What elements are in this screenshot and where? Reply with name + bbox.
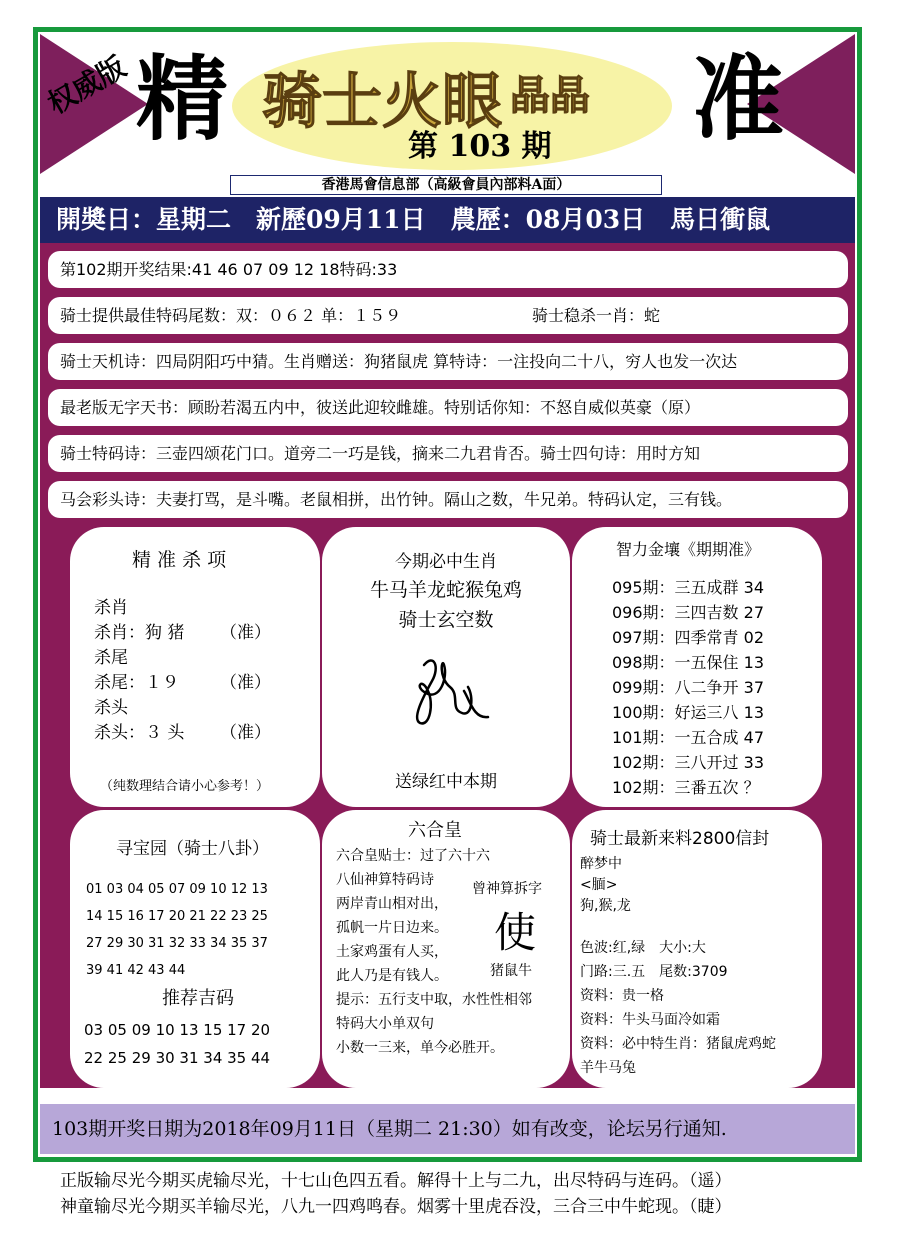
wisdom-row: 096期：三四吉数 27 [612,603,764,622]
liuhe-line: 小数一三来，单今必胜开。 [336,1040,504,1056]
kill-title: 精 准 杀 项 [132,549,227,571]
number-line: 14 15 16 17 20 21 22 23 25 [86,909,268,924]
draw-date-bar: 開奬日：星期二 新歷09月11日 農歷：08月03日 馬日衝鼠 [40,197,855,243]
letters-line: 羊牛马兔 [580,1060,636,1076]
letters-line: 醉梦中 [580,856,622,872]
split-char: 使 [494,908,537,957]
number-line: 01 03 04 05 07 09 10 12 13 [86,882,268,897]
letters-title: 骑士最新来料2800信封 [590,829,770,849]
wisdom-row: 099期：八二争开 37 [612,678,764,697]
liuhe-line: 八仙神算特码诗 [336,872,434,888]
poem-text-2: 最老版无字天书：顾盼若渴五内中，彼送此迎较雌雄。特别话你知：不怒自威似英豪（原） [60,398,701,417]
letters-line: 资料：贵一格 [580,988,664,1004]
letters-line [580,917,776,938]
tail-row [48,297,848,334]
kill-note: （纯数理结合请小心参考！） [100,779,270,794]
liuhe-line: 提示：五行支中取，水性性相邻 [336,992,532,1008]
kill-tag: （准） [220,623,271,643]
letters-box [572,810,822,1088]
result-row [48,251,848,288]
poem-row-2 [48,389,848,426]
precise-kill-box [70,527,320,807]
treasure-title: 寻宝园（骑士八卦） [116,839,269,859]
authority-badge: 权威版 [42,50,132,121]
zodiac-box [322,527,570,807]
recommend-title: 推荐吉码 [162,988,234,1009]
kill-line: 杀尾：１９ [94,673,179,693]
poem-text-1: 骑士天机诗：四局阴阳巧中猜。生肖赠送：狗猪鼠虎 算特诗：一注投向二十八，穷人也发一次达 [60,352,738,371]
poem-row-4 [48,481,848,518]
header [40,34,855,174]
kill-tag: （准） [220,723,271,743]
wisdom-box [572,527,822,807]
treasure-numbers [86,876,268,984]
wisdom-row: 095期：三五成群 34 [612,578,764,597]
wisdom-row: 102期：三番五次 ？ [612,778,760,797]
tail-text: 骑士提供最佳特码尾数：双：０６２ 单：１５９ [60,306,402,325]
big-char-right: 准 [692,46,785,153]
subtitle-bar: 香港馬會信息部（高級會員內部料A面） [230,175,662,195]
treasure-box [70,810,320,1088]
poem-text-3: 骑士特码诗：三壶四颂花门口。道旁二一巧是钱，摘来二九君肯否。骑士四句诗：用时方知 [60,444,701,463]
liuhe-line: 特码大小单双句 [336,1016,434,1032]
split-char-label: 曾神算拆字 [472,881,542,897]
notice-bar: 103期开奖日期为2018年09月11日（星期二 21:30）如有改变，论坛另行通知. [40,1104,855,1154]
letters-line: 门路:三.五 尾数:3709 [580,964,728,980]
footer-poem-1: 正版输尽光今期买虎输尽光，十七山色四五看。解得十上与二九，出尽特码与连码。（遥） [60,1171,732,1191]
letters-lines [580,854,776,1079]
letters-line: 色波:红,绿 大小:大 [580,940,706,956]
poem-row-1 [48,343,848,380]
wisdom-title: 智力金壤《期期准》 [616,540,761,559]
poem-row-3 [48,435,848,472]
mystic-number-label: 骑士玄空数 [398,609,494,631]
letters-line: 资料：必中特生肖：猪鼠虎鸡蛇 [580,1036,776,1052]
kill-line: 杀肖 [94,598,128,618]
kill-line: 杀肖：狗 猪 [94,623,185,643]
liuhe-line: 两岸青山相对出， [336,896,448,912]
kill-line: 杀头 [94,698,128,718]
kill-one-text: 骑士稳杀一肖：蛇 [532,306,661,325]
issue-number: 第 103 期 [408,129,552,164]
zodiac-footer: 送绿红中本期 [395,772,497,792]
number-line: 22 25 29 30 31 34 35 44 [84,1049,271,1067]
liuhe-line: 土家鸡蛋有人买， [336,944,448,960]
split-char-note: 猪鼠牛 [490,963,532,979]
wisdom-row: 098期：一五保住 13 [612,653,764,672]
wisdom-row: 101期：一五合成 47 [612,728,764,747]
kill-line: 杀尾 [94,648,128,668]
zodiac-list: 牛马羊龙蛇猴兔鸡 [369,579,522,601]
wisdom-row: 102期：三八开过 33 [612,753,764,772]
poem-text-4: 马会彩头诗：夫妻打骂，是斗嘴。老鼠相拼，出竹钟。隔山之数，牛兄弟。特码认定，三有钱。 [60,490,733,509]
liuhe-title: 六合皇 [408,820,462,841]
page-title: 骑士火眼 [262,67,502,137]
liuhe-line: 六合皇贴士：过了六十六 [336,848,490,864]
liuhe-line: 孤帆一片日边来。 [336,920,448,936]
signature-scribble [404,647,500,731]
kill-line: 杀头：３ 头 [94,723,185,743]
footer-poem-2: 神童输尽光今期买羊输尽光，八九一四鸡鸣春。烟雾十里虎吞没，三合三中牛蛇现。（睫） [60,1197,732,1217]
big-char-left: 精 [136,46,229,153]
result-text: 第102期开奖结果:41 46 07 09 12 18特码:33 [60,260,398,279]
liuhe-line: 此人乃是有钱人。 [336,968,448,984]
recommend-numbers [84,1016,270,1072]
number-line: 03 05 09 10 13 15 17 20 [84,1021,271,1039]
liuhe-box [322,810,570,1088]
number-line: 39 41 42 43 44 [86,963,186,978]
letters-line: <腼> [580,877,618,893]
page-title-suffix: 晶晶 [510,73,590,119]
wisdom-row: 097期：四季常青 02 [612,628,764,647]
letters-line: 资料：牛头马面冷如霜 [580,1012,720,1028]
wisdom-row: 100期：好运三八 13 [612,703,764,722]
zodiac-heading: 今期必中生肖 [395,552,497,572]
kill-tag: （准） [220,673,271,693]
letters-line: 狗,猴,龙 [580,898,631,914]
number-line: 27 29 30 31 32 33 34 35 37 [86,936,268,951]
wisdom-list [612,575,764,800]
